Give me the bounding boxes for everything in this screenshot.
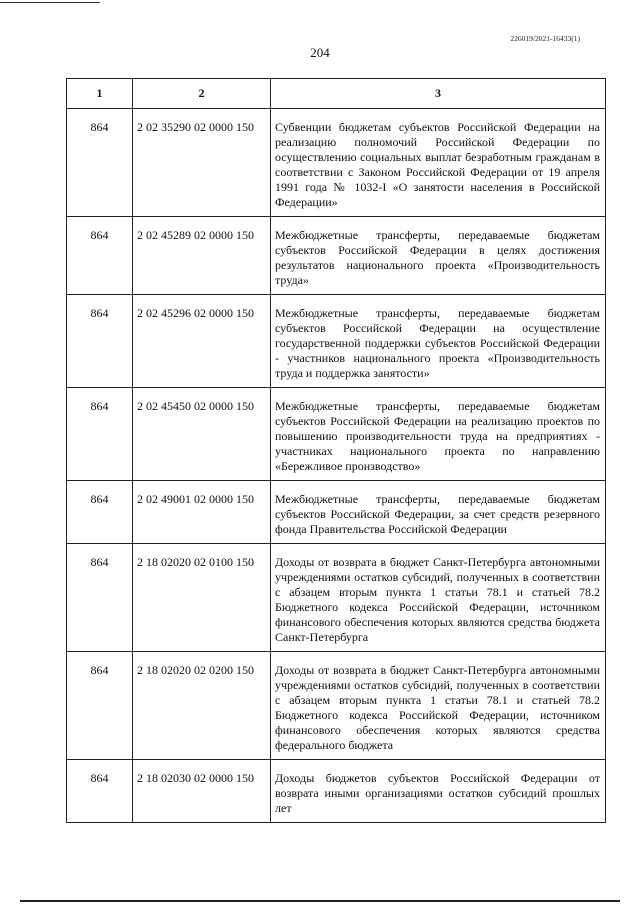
admin-code-cell: 864 (67, 544, 133, 652)
income-name-cell: Доходы от возврата в бюджет Санкт-Петербурга автономными учреждениями остатков субсидий, полученных в соответствии с абзацем вторым пункта 1 статьи 78.1 и статьей 78.2 Бюджетного кодекса Российской Федерации, источником финансового обеспечения которых являются средства бюджета Санкт-Петербурга (271, 544, 606, 652)
column-header-2: 2 (133, 79, 271, 109)
income-name-cell: Доходы от возврата в бюджет Санкт-Петербурга автономными учреждениями остатков субсидий, полученных в соответствии с абзацем вторым пункта 1 статьи 78.1 и статьей 78.2 Бюджетного кодекса Российской Федерации, источником финансового обеспечения которых являются средства федерального бюджета (271, 652, 606, 760)
admin-code-cell: 864 (67, 109, 133, 217)
admin-code-cell: 864 (67, 652, 133, 760)
admin-code-cell: 864 (67, 217, 133, 295)
admin-code-cell: 864 (67, 388, 133, 481)
bottom-rule (20, 900, 620, 902)
table-row (67, 760, 606, 823)
income-name-cell: Межбюджетные трансферты, передаваемые бюджетам субъектов Российской Федерации на реализацию проектов по повышению производительности труда на предприятиях - участниках национального проекта по направлению «Бережливое производство» (271, 388, 606, 481)
income-code-cell: 2 02 35290 02 0000 150 (133, 109, 271, 217)
income-code-cell: 2 02 49001 02 0000 150 (133, 481, 271, 544)
admin-code-cell: 864 (67, 760, 133, 823)
income-code-cell: 2 02 45289 02 0000 150 (133, 217, 271, 295)
income-code-cell: 2 18 02020 02 0200 150 (133, 652, 271, 760)
income-name-cell: Доходы бюджетов субъектов Российской Федерации от возврата иными организациями остатков субсидий прошлых лет (271, 760, 606, 823)
table-row (67, 652, 606, 760)
income-name-cell: Межбюджетные трансферты, передаваемые бюджетам субъектов Российской Федерации в целях достижения результатов национального проекта «Производительность труда» (271, 217, 606, 295)
document-id: 226019/2021-16433(1) (510, 34, 580, 43)
income-code-cell: 2 18 02020 02 0100 150 (133, 544, 271, 652)
table-row (67, 544, 606, 652)
income-name-cell: Межбюджетные трансферты, передаваемые бюджетам субъектов Российской Федерации, за счет средств резервного фонда Правительства Российской Федерации (271, 481, 606, 544)
table-header-row (67, 79, 606, 109)
income-code-cell: 2 18 02030 02 0000 150 (133, 760, 271, 823)
table-row (67, 295, 606, 388)
table-row (67, 388, 606, 481)
page-number: 204 (310, 45, 330, 60)
income-codes-table (66, 78, 606, 823)
table-row (67, 109, 606, 217)
admin-code-cell: 864 (67, 481, 133, 544)
table-row (67, 481, 606, 544)
column-header-1: 1 (67, 79, 133, 109)
income-code-cell: 2 02 45450 02 0000 150 (133, 388, 271, 481)
column-header-3: 3 (271, 79, 606, 109)
income-name-cell: Межбюджетные трансферты, передаваемые бюджетам субъектов Российской Федерации на осуществление государственной поддержки субъектов Российской Федерации - участников национального проекта «Производительность труда и поддержка занятости» (271, 295, 606, 388)
table-row (67, 217, 606, 295)
income-code-cell: 2 02 45296 02 0000 150 (133, 295, 271, 388)
admin-code-cell: 864 (67, 295, 133, 388)
top-rule (0, 2, 100, 3)
income-name-cell: Субвенции бюджетам субъектов Российской Федерации на реализацию полномочий Российской Федерации по осуществлению социальных выплат безработным гражданам в соответствии с Законом Российской Федерации от 19 апреля 1991 года № 1032-I «О занятости населения в Российской Федерации» (271, 109, 606, 217)
